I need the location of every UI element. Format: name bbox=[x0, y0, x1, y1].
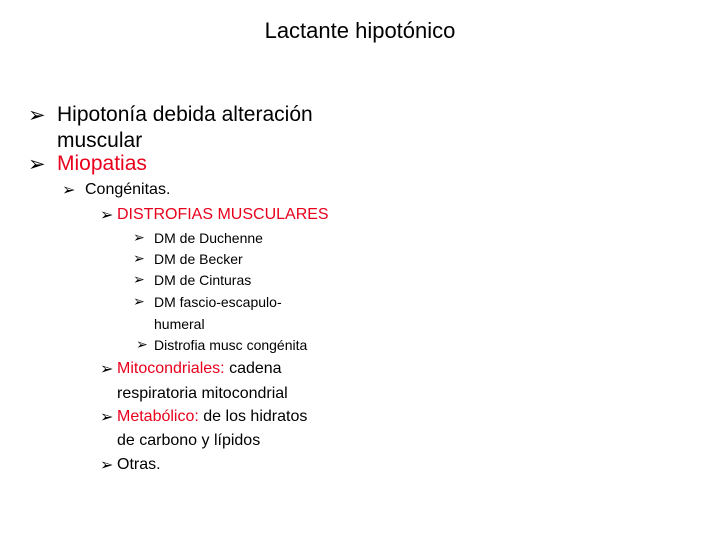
bullet-text: muscular bbox=[57, 129, 143, 152]
bullet-text: DM de Cinturas bbox=[154, 272, 252, 288]
bullet-text: Otras. bbox=[117, 456, 161, 473]
arrow-bullet-icon: ➢ bbox=[100, 407, 114, 426]
bullet-text: Congénitas. bbox=[85, 181, 171, 198]
bullet-text: de los hidratos bbox=[203, 408, 308, 425]
bullet-text: respiratoria mitocondrial bbox=[117, 385, 288, 402]
arrow-bullet-icon: ➢ bbox=[28, 152, 46, 176]
arrow-bullet-icon: ➢ bbox=[62, 180, 76, 199]
bullet-text: Hipotonía debida alteración bbox=[57, 103, 313, 126]
slide-title: Lactante hipotónico bbox=[264, 18, 456, 43]
arrow-bullet-icon: ➢ bbox=[100, 205, 114, 224]
bullet-text: DISTROFIAS MUSCULARES bbox=[117, 206, 329, 223]
arrow-bullet-icon: ➢ bbox=[136, 337, 148, 353]
bullet-label: Mitocondriales: bbox=[117, 360, 225, 377]
bullet-text: de carbono y lípidos bbox=[117, 432, 261, 449]
bullet-text: humeral bbox=[154, 316, 205, 332]
bullet-text: cadena bbox=[229, 360, 282, 377]
arrow-bullet-icon: ➢ bbox=[100, 455, 114, 474]
arrow-bullet-icon: ➢ bbox=[133, 251, 145, 267]
bullet-text: Distrofia musc congénita bbox=[154, 337, 308, 353]
bullet-text: DM de Becker bbox=[154, 251, 243, 267]
bullet-text: DM fascio-escapulo- bbox=[154, 294, 282, 310]
arrow-bullet-icon: ➢ bbox=[133, 294, 145, 310]
arrow-bullet-icon: ➢ bbox=[133, 272, 145, 288]
arrow-bullet-icon: ➢ bbox=[28, 103, 46, 127]
arrow-bullet-icon: ➢ bbox=[133, 230, 145, 246]
arrow-bullet-icon: ➢ bbox=[100, 359, 114, 378]
bullet-text: Miopatias bbox=[57, 152, 147, 175]
bullet-label: Metabólico: bbox=[117, 408, 199, 425]
bullet-text: DM de Duchenne bbox=[154, 230, 263, 246]
